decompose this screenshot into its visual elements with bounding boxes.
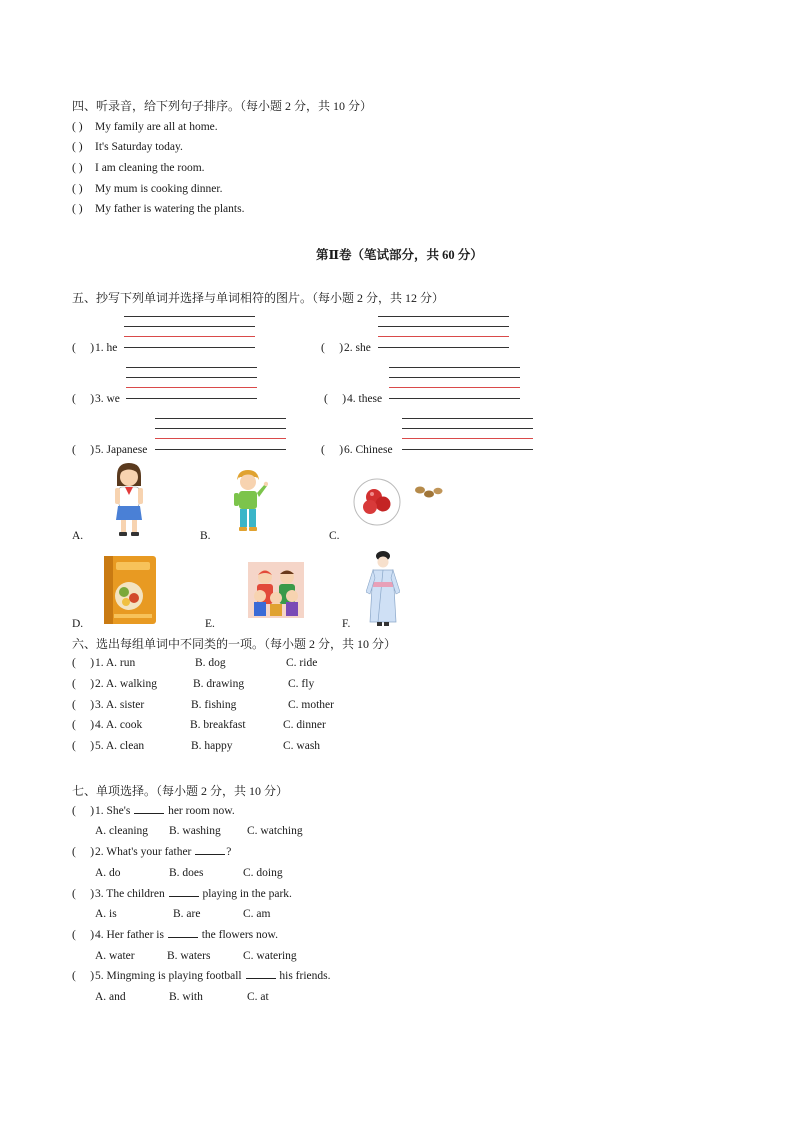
family-picture bbox=[248, 562, 304, 618]
picture-letter-b: B. bbox=[200, 530, 211, 542]
option: B. with bbox=[169, 991, 203, 1003]
word-item-these: ( )4. these bbox=[324, 393, 383, 405]
option: B. does bbox=[169, 867, 204, 879]
section6-title: 六、选出每组单词中不同类的一项。（每小题 2 分，共 10 分） bbox=[72, 637, 397, 651]
option: A. and bbox=[95, 991, 126, 1003]
answer-paren[interactable]: ( ) bbox=[72, 970, 95, 982]
section4-title: 四、听录音，给下列句子排序。（每小题 2 分，共 10 分） bbox=[72, 99, 373, 113]
option: B. waters bbox=[167, 950, 211, 962]
option: B. washing bbox=[169, 825, 221, 837]
answer-paren[interactable]: ( ) bbox=[72, 740, 95, 752]
answer-paren[interactable]: ( ) bbox=[72, 141, 83, 153]
picture-letter-f: F. bbox=[342, 618, 351, 630]
list-item: ( ) I am cleaning the room. bbox=[72, 162, 205, 174]
picture-letter-d: D. bbox=[72, 618, 84, 630]
option: B. are bbox=[173, 908, 201, 920]
word-item-we: ( )3. we bbox=[72, 393, 120, 405]
option: C. at bbox=[247, 991, 269, 1003]
answer-paren[interactable]: ( ) bbox=[321, 444, 344, 456]
food-plate-picture bbox=[352, 478, 448, 526]
answer-blank[interactable] bbox=[169, 895, 199, 897]
answer-paren[interactable]: ( ) bbox=[72, 162, 83, 174]
answer-blank[interactable] bbox=[168, 936, 198, 938]
option: C. am bbox=[243, 908, 271, 920]
section7-title: 七、单项选择。（每小题 2 分，共 10 分） bbox=[72, 784, 289, 798]
list-item: ( ) My mum is cooking dinner. bbox=[72, 183, 223, 195]
answer-paren[interactable]: ( ) bbox=[72, 846, 95, 858]
word-item-chinese: ( )6. Chinese bbox=[321, 444, 393, 456]
list-item: ( ) It's Saturday today. bbox=[72, 141, 183, 153]
answer-paren[interactable]: ( ) bbox=[72, 121, 83, 133]
option: C. watering bbox=[243, 950, 297, 962]
option: C. doing bbox=[243, 867, 283, 879]
option: C. watching bbox=[247, 825, 303, 837]
answer-paren[interactable]: ( ) bbox=[72, 805, 95, 817]
girl-picture bbox=[108, 462, 150, 540]
picture-letter-c: C. bbox=[329, 530, 340, 542]
answer-paren[interactable]: ( ) bbox=[72, 342, 95, 354]
part2-title: 第Ⅱ卷（笔试部分，共 60 分） bbox=[316, 248, 483, 262]
answer-paren[interactable]: ( ) bbox=[324, 393, 347, 405]
section5-title: 五、抄写下列单词并选择与单词相符的图片。（每小题 2 分，共 12 分） bbox=[72, 291, 445, 305]
answer-paren[interactable]: ( ) bbox=[72, 393, 95, 405]
list-item: ( ) My family are all at home. bbox=[72, 121, 218, 133]
answer-paren[interactable]: ( ) bbox=[72, 699, 95, 711]
picture-letter-a: A. bbox=[72, 530, 84, 542]
option: A. cleaning bbox=[95, 825, 149, 837]
option: A. do bbox=[95, 867, 121, 879]
picture-letter-e: E. bbox=[205, 618, 215, 630]
answer-blank[interactable] bbox=[246, 977, 276, 979]
kimono-woman-picture bbox=[366, 550, 400, 628]
option: A. water bbox=[95, 950, 135, 962]
answer-paren[interactable]: ( ) bbox=[72, 657, 95, 669]
answer-blank[interactable] bbox=[195, 853, 225, 855]
book-picture bbox=[102, 554, 158, 626]
boy-picture bbox=[230, 470, 268, 536]
word-item-he: ( )1. he bbox=[72, 342, 118, 354]
answer-paren[interactable]: ( ) bbox=[321, 342, 344, 354]
answer-paren[interactable]: ( ) bbox=[72, 183, 83, 195]
answer-paren[interactable]: ( ) bbox=[72, 203, 83, 215]
answer-blank[interactable] bbox=[134, 812, 164, 814]
list-item: ( ) My father is watering the plants. bbox=[72, 203, 245, 215]
answer-paren[interactable]: ( ) bbox=[72, 719, 95, 731]
answer-paren[interactable]: ( ) bbox=[72, 678, 95, 690]
answer-paren[interactable]: ( ) bbox=[72, 444, 95, 456]
answer-paren[interactable]: ( ) bbox=[72, 888, 95, 900]
word-item-she: ( )2. she bbox=[321, 342, 371, 354]
option: A. is bbox=[95, 908, 117, 920]
word-item-japanese: ( )5. Japanese bbox=[72, 444, 148, 456]
answer-paren[interactable]: ( ) bbox=[72, 929, 95, 941]
